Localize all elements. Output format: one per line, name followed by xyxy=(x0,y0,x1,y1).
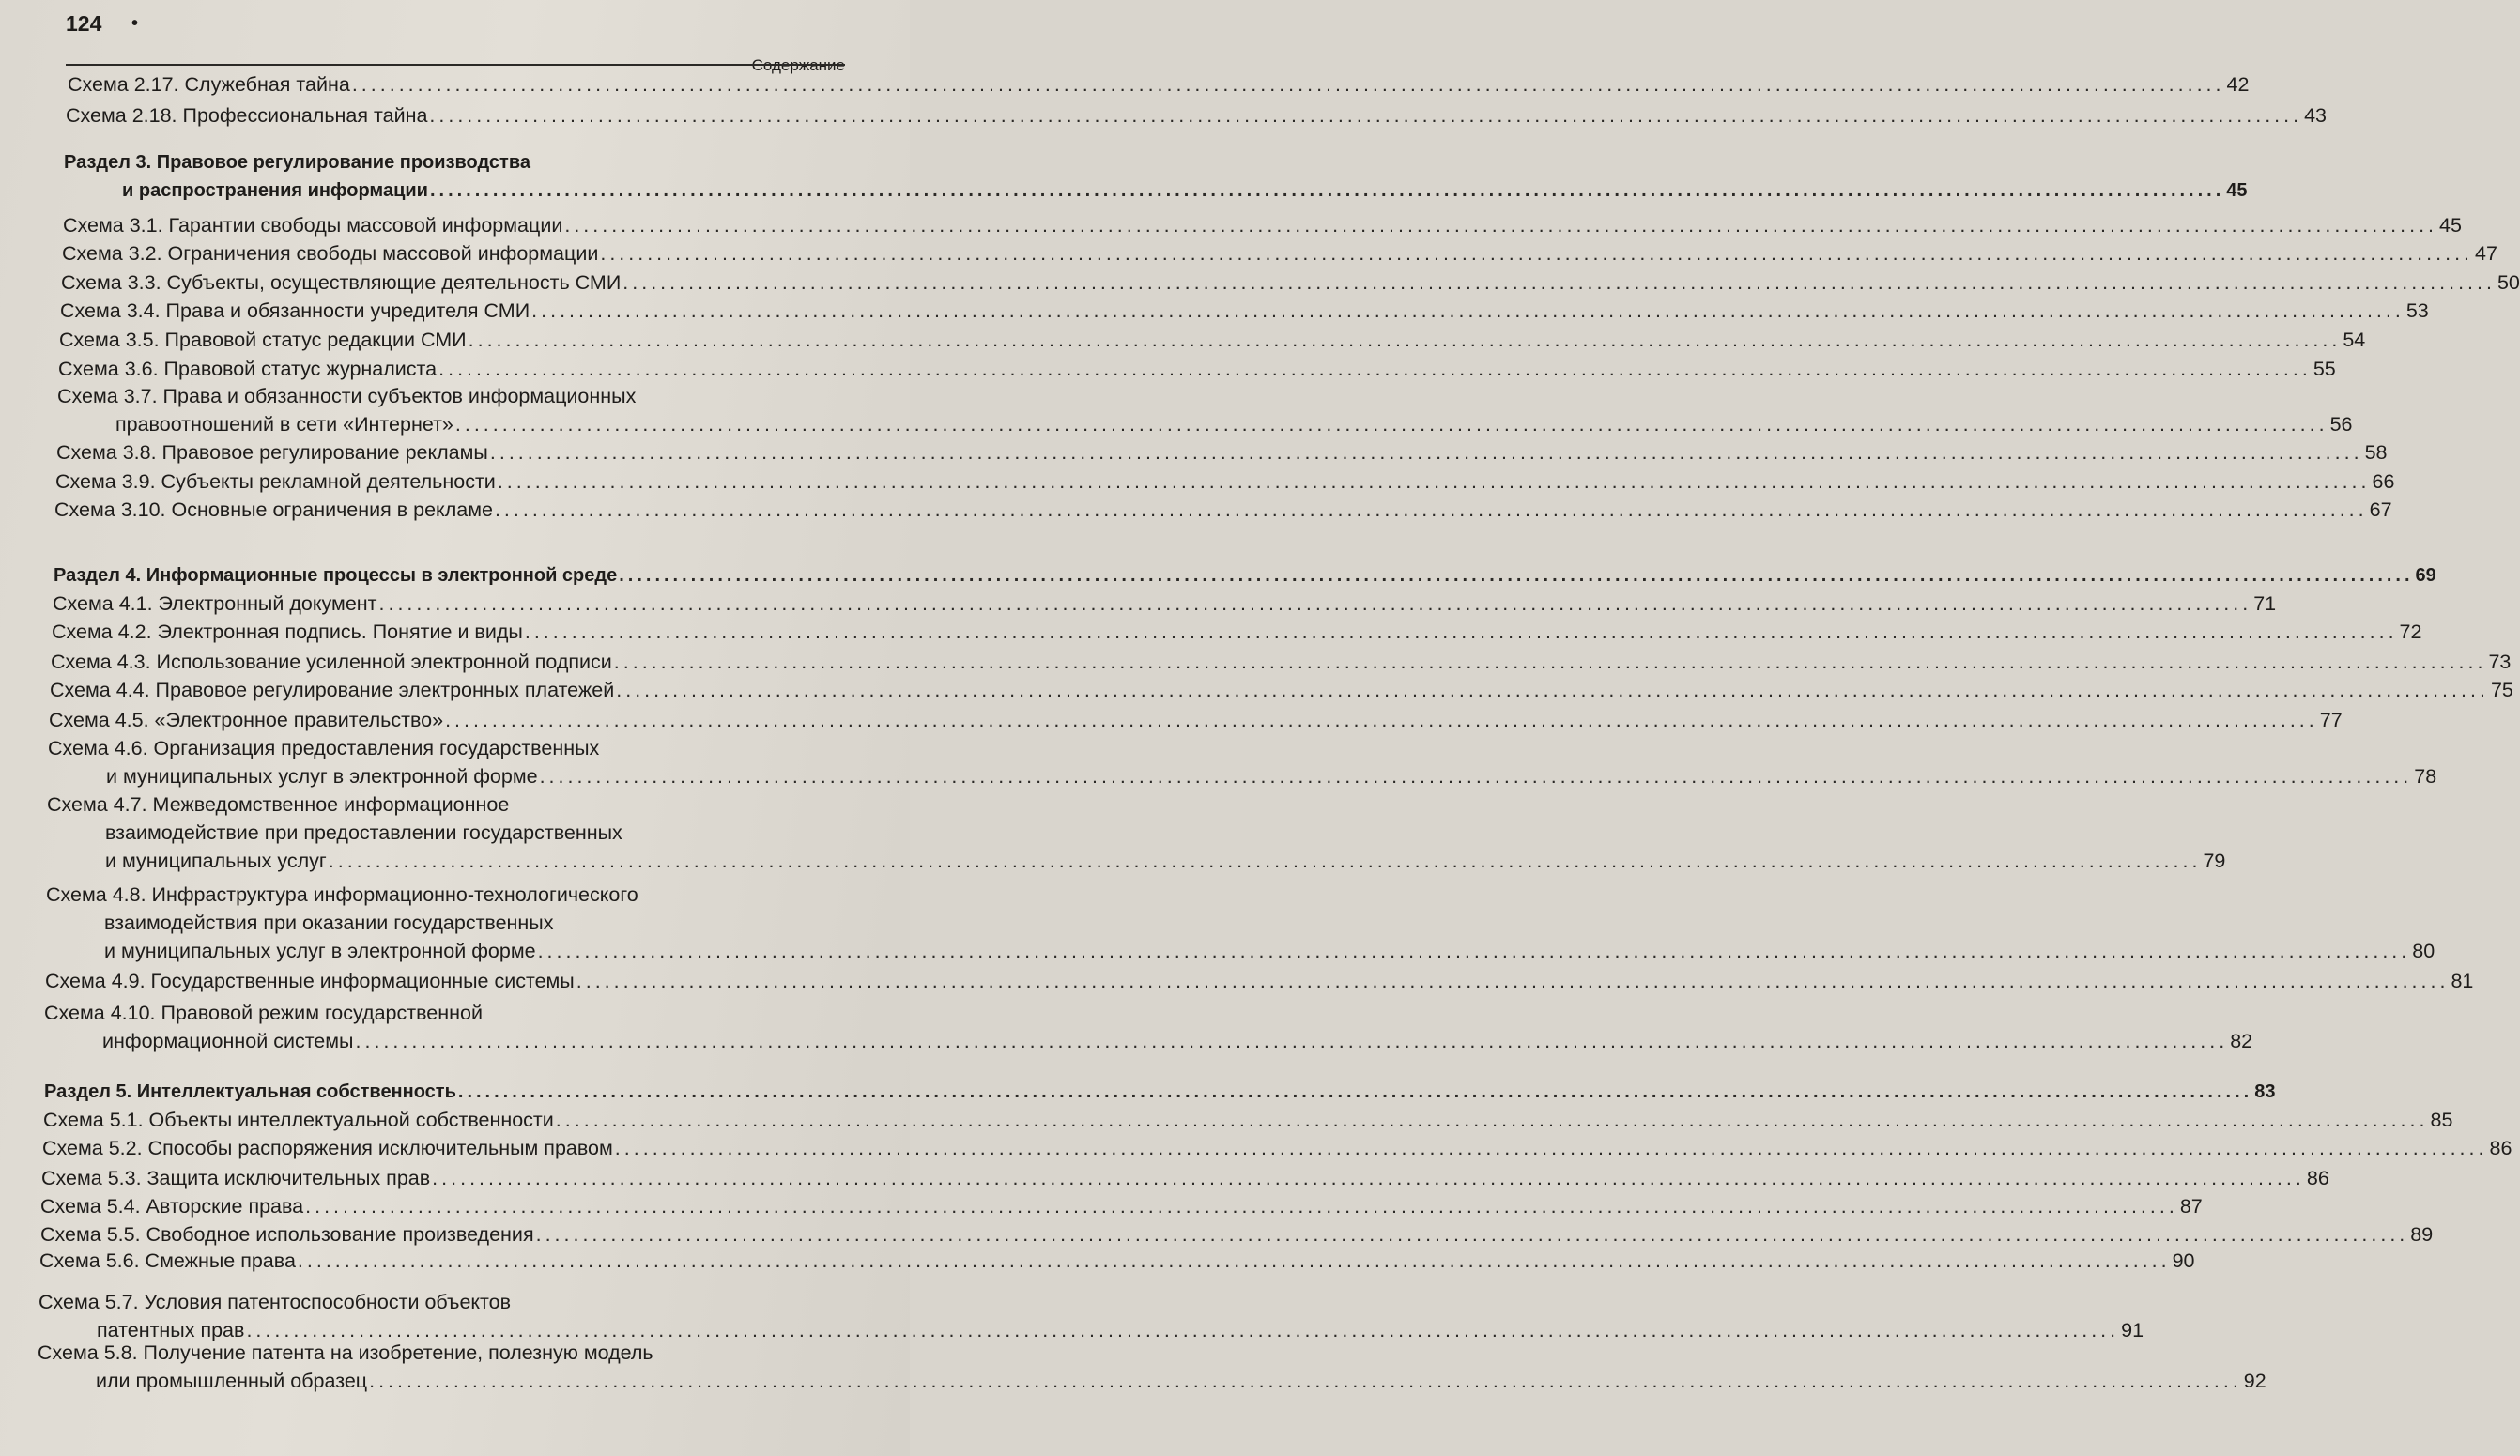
dot-leader: ........................................................................................................................................................................................................ xyxy=(524,621,2398,643)
toc-entry-title-line: Схема 4.9. Государственные информационные системы xyxy=(45,970,575,992)
toc-entry-last-line xyxy=(44,1078,2276,1106)
toc-entry-last-line xyxy=(47,847,2226,875)
toc-entry-last-line xyxy=(60,297,2429,325)
toc-entry xyxy=(55,467,2395,496)
toc-page-number: 86 xyxy=(2489,1137,2512,1159)
toc-page-number: 89 xyxy=(2410,1223,2434,1246)
toc-entry xyxy=(46,881,2435,965)
toc-entry-last-line xyxy=(41,1164,2329,1192)
toc-entry-title-line: патентных прав xyxy=(97,1319,245,1341)
toc-page-number: 42 xyxy=(2226,73,2250,96)
toc-entry xyxy=(51,648,2512,676)
dot-leader: ........................................................................................................................................................................................................ xyxy=(355,1030,2229,1052)
toc-entry-last-line xyxy=(52,618,2422,646)
toc-entry-last-line xyxy=(68,70,2250,99)
dot-leader: ........................................................................................................................................................................................................ xyxy=(622,271,2496,294)
dot-leader: ........................................................................................................................................................................................................ xyxy=(378,592,2252,615)
toc-entry-title-line: и муниципальных услуг в электронной форме xyxy=(106,765,538,788)
toc-entry-last-line xyxy=(51,648,2512,676)
toc-section-heading xyxy=(44,1078,2276,1106)
toc-entry xyxy=(68,70,2250,99)
toc-page-number: 55 xyxy=(2313,358,2336,380)
toc-entry-last-line xyxy=(40,1192,2203,1220)
toc-entry-title-line: взаимодействия при оказании государственных xyxy=(104,912,554,934)
toc-page-number: 81 xyxy=(2451,970,2474,992)
toc-entry-title-line: Схема 4.8. Инфраструктура информационно-технологического xyxy=(46,883,638,906)
page-header xyxy=(66,11,883,77)
toc-entry-title-line: Схема 3.6. Правовой статус журналиста xyxy=(58,358,438,380)
toc-page-number: 80 xyxy=(2412,940,2435,962)
toc-entry-last-line xyxy=(43,1106,2453,1134)
toc-entry-last-line xyxy=(49,706,2343,734)
dot-leader: ........................................................................................................................................................................................................ xyxy=(468,329,2342,351)
toc-entry-title-line: правоотношений в сети «Интернет» xyxy=(115,413,453,436)
toc-page-number: 71 xyxy=(2253,592,2277,615)
toc-entry-title-line: Схема 4.1. Электронный документ xyxy=(53,592,377,615)
toc-entry xyxy=(44,999,2253,1055)
toc-entry xyxy=(61,268,2520,297)
dot-leader: ........................................................................................................................................................................................................ xyxy=(535,1223,2409,1246)
toc-page-number: 73 xyxy=(2488,651,2512,673)
toc-page-number: 69 xyxy=(2415,565,2436,586)
toc-entry-last-line xyxy=(40,1220,2434,1249)
toc-entry-last-line xyxy=(54,561,2436,590)
toc-entry-last-line xyxy=(44,1027,2253,1055)
toc-page-number: 56 xyxy=(2329,413,2353,436)
toc-page-number: 83 xyxy=(2254,1081,2276,1102)
toc-entry-title-line: и муниципальных услуг в электронной форме xyxy=(104,940,536,962)
dot-leader: ........................................................................................................................................................................................................ xyxy=(438,358,2312,380)
toc-entry xyxy=(40,1192,2203,1220)
toc-page-number: 53 xyxy=(2405,299,2429,322)
dot-leader: ........................................................................................................................................................................................................ xyxy=(445,709,2318,731)
toc-page-number: 92 xyxy=(2243,1370,2266,1392)
toc-entry-last-line xyxy=(64,176,2248,205)
dot-leader: ........................................................................................................................................................................................................ xyxy=(494,498,2368,521)
toc-entry-last-line xyxy=(46,937,2435,965)
toc-entry-title-line: Схема 3.5. Правовой статус редакции СМИ xyxy=(59,329,467,351)
dot-leader: ........................................................................................................................................................................................................ xyxy=(305,1195,2178,1218)
dot-leader: ........................................................................................................................................................................................................ xyxy=(246,1319,2120,1341)
dot-leader: ........................................................................................................................................................................................................ xyxy=(619,565,2414,586)
dot-leader: ........................................................................................................................................................................................................ xyxy=(616,679,2489,701)
toc-entry xyxy=(54,496,2392,524)
toc-entry xyxy=(48,734,2437,790)
toc-entry xyxy=(38,1288,2144,1344)
toc-page-number: 78 xyxy=(2414,765,2437,788)
toc-entry xyxy=(52,618,2422,646)
toc-entry-last-line xyxy=(63,211,2462,239)
toc-page-number: 85 xyxy=(2430,1109,2453,1131)
dot-leader: ........................................................................................................................................................................................................ xyxy=(539,765,2413,788)
toc-page-number: 58 xyxy=(2364,441,2388,464)
toc-entry-title-line: информационной системы xyxy=(102,1030,354,1052)
toc-entry-title-line: и распространения информации xyxy=(122,180,428,201)
toc-entry xyxy=(45,967,2474,995)
toc-entry xyxy=(63,211,2462,239)
dot-leader: ........................................................................................................................................................................................................ xyxy=(613,651,2487,673)
toc-entry-title-line: Схема 5.3. Защита исключительных прав xyxy=(41,1167,431,1189)
dot-leader: ........................................................................................................................................................................................................ xyxy=(297,1249,2171,1272)
toc-entry-title-line: Схема 3.7. Права и обязанности субъектов информационных xyxy=(57,385,637,407)
toc-entry-last-line xyxy=(58,355,2336,383)
dot-leader: ........................................................................................................................................................................................................ xyxy=(497,470,2371,493)
toc-entry xyxy=(62,239,2497,268)
dot-leader: ........................................................................................................................................................................................................ xyxy=(328,850,2202,872)
toc-entry-last-line xyxy=(50,676,2513,704)
toc-page-number: 43 xyxy=(2304,104,2328,127)
running-title: Содержание xyxy=(751,56,845,74)
toc-page-number: 66 xyxy=(2372,470,2395,493)
toc-entry xyxy=(42,1134,2512,1162)
toc-section-heading xyxy=(64,148,2248,205)
toc-entry xyxy=(53,590,2277,618)
toc-entry-title-line: Схема 5.4. Авторские права xyxy=(40,1195,304,1218)
toc-entry xyxy=(43,1106,2453,1134)
dot-leader: ........................................................................................................................................................................................................ xyxy=(555,1109,2429,1131)
dot-leader: ........................................................................................................................................................................................................ xyxy=(429,104,2303,127)
toc-entry-last-line xyxy=(61,268,2520,297)
toc-entry xyxy=(39,1247,2195,1275)
dot-leader: ........................................................................................................................................................................................................ xyxy=(351,73,2225,96)
toc-entry-title-line: Схема 5.8. Получение патента на изобретение, полезную модель xyxy=(38,1341,653,1364)
toc-entry xyxy=(50,676,2513,704)
toc-page-number: 45 xyxy=(2439,214,2462,237)
toc-page-number: 75 xyxy=(2490,679,2513,701)
toc-entry-last-line xyxy=(54,496,2392,524)
toc-entry-last-line xyxy=(55,467,2395,496)
toc-page-number: 77 xyxy=(2319,709,2343,731)
toc-page-number: 82 xyxy=(2230,1030,2253,1052)
toc-entry-title-line: Схема 4.4. Правовое регулирование электронных платежей xyxy=(50,679,615,701)
toc-entry xyxy=(41,1164,2329,1192)
toc-entry xyxy=(66,101,2328,130)
toc-entry xyxy=(56,438,2388,467)
toc-page-number: 45 xyxy=(2226,180,2248,201)
toc-entry-title-line: Схема 5.1. Объекты интеллектуальной собственности xyxy=(43,1109,554,1131)
dot-leader: ........................................................................................................................................................................................................ xyxy=(600,242,2474,265)
dot-leader: ........................................................................................................................................................................................................ xyxy=(614,1137,2488,1159)
toc-entry-title-line: Схема 4.6. Организация предоставления государственных xyxy=(48,737,600,759)
toc-entry-last-line xyxy=(45,967,2474,995)
toc-entry xyxy=(40,1220,2434,1249)
toc-entry-last-line xyxy=(39,1247,2195,1275)
toc-entry-title-line: Схема 5.2. Способы распоряжения исключительным правом xyxy=(42,1137,613,1159)
toc-entry xyxy=(49,706,2343,734)
toc-entry-title-line: Схема 4.2. Электронная подпись. Понятие и виды xyxy=(52,621,523,643)
toc-page-number: 90 xyxy=(2172,1249,2195,1272)
toc-entry-last-line xyxy=(48,762,2437,790)
toc-entry-last-line xyxy=(38,1367,2266,1395)
toc-page-number: 72 xyxy=(2399,621,2422,643)
toc-entry xyxy=(60,297,2429,325)
toc-entry-last-line xyxy=(66,101,2328,130)
toc-page-number: 91 xyxy=(2121,1319,2144,1341)
toc-entry-last-line xyxy=(53,590,2277,618)
toc-entry-title-line: Схема 3.4. Права и обязанности учредителя СМИ xyxy=(60,299,530,322)
dot-leader: ........................................................................................................................................................................................................ xyxy=(531,299,2405,322)
toc-entry-title-line: Схема 4.3. Использование усиленной электронной подписи xyxy=(51,651,612,673)
dot-leader: ........................................................................................................................................................................................................ xyxy=(369,1370,2242,1392)
toc-page-number: 54 xyxy=(2343,329,2366,351)
toc-page-number: 47 xyxy=(2475,242,2497,265)
toc-entry-title-line: Схема 3.2. Ограничения свободы массовой информации xyxy=(62,242,599,265)
toc-entry xyxy=(57,382,2353,438)
toc-page-number: 50 xyxy=(2497,271,2520,294)
toc-entry-title-line: или промышленный образец xyxy=(96,1370,368,1392)
dot-leader: ........................................................................................................................................................................................................ xyxy=(454,413,2328,436)
toc-entry-title-line: Схема 5.6. Смежные права xyxy=(39,1249,296,1272)
toc-entry-title-line: Схема 3.8. Правовое регулирование рекламы xyxy=(56,441,488,464)
toc-entry-title-line: Схема 4.7. Межведомственное информационное xyxy=(47,793,510,816)
toc-entry-title-line: Схема 5.7. Условия патентоспособности объектов xyxy=(38,1291,512,1313)
toc-entry-title-line: Схема 3.3. Субъекты, осуществляющие деятельность СМИ xyxy=(61,271,622,294)
toc-entry-title-line: Схема 3.10. Основные ограничения в рекламе xyxy=(54,498,493,521)
toc-entry xyxy=(59,326,2366,354)
toc-entry-title-line: Схема 2.17. Служебная тайна xyxy=(68,73,350,96)
toc-entry-last-line xyxy=(42,1134,2512,1162)
toc-entry-last-line xyxy=(59,326,2366,354)
header-rule xyxy=(66,64,845,66)
toc-entry-last-line xyxy=(62,239,2497,268)
toc-entry-title-line: Схема 3.1. Гарантии свободы массовой информации xyxy=(63,214,563,237)
toc-page-number: 67 xyxy=(2369,498,2392,521)
toc-entry-title-line: Раздел 4. Информационные процессы в электронной среде xyxy=(54,565,618,586)
toc-entry-title-line: Раздел 5. Интеллектуальная собственность xyxy=(44,1081,456,1102)
dot-leader: ........................................................................................................................................................................................................ xyxy=(576,970,2450,992)
toc-section-heading xyxy=(54,561,2436,590)
toc-entry-last-line xyxy=(57,410,2353,438)
toc-page-number: 86 xyxy=(2306,1167,2329,1189)
toc-page-number: 79 xyxy=(2203,850,2226,872)
toc-entry-title-line: Схема 2.18. Профессиональная тайна xyxy=(66,104,428,127)
dot-leader: ........................................................................................................................................................................................................ xyxy=(429,180,2225,201)
toc-entry xyxy=(47,790,2226,875)
toc-entry-title-line: и муниципальных услуг xyxy=(105,850,327,872)
toc-entry-title-line: Схема 4.10. Правовой режим государственной xyxy=(44,1002,483,1024)
toc-entry-title-line: Раздел 3. Правовое регулирование производства xyxy=(64,152,531,173)
toc-page-number: 87 xyxy=(2179,1195,2203,1218)
toc-entry xyxy=(38,1339,2266,1395)
toc-entry-last-line xyxy=(56,438,2388,467)
toc-entry-title-line: взаимодействие при предоставлении государственных xyxy=(105,821,622,844)
toc-entry-title-line: Схема 4.5. «Электронное правительство» xyxy=(49,709,444,731)
toc-entry xyxy=(58,355,2336,383)
page-number: 124 xyxy=(66,11,102,36)
dot-leader: ........................................................................................................................................................................................................ xyxy=(564,214,2438,237)
dot-leader: ........................................................................................................................................................................................................ xyxy=(537,940,2411,962)
toc-entry-title-line: Схема 5.5. Свободное использование произведения xyxy=(40,1223,534,1246)
dot-leader: ........................................................................................................................................................................................................ xyxy=(457,1081,2253,1102)
toc-entry-title-line: Схема 3.9. Субъекты рекламной деятельности xyxy=(55,470,496,493)
dot-leader: ........................................................................................................................................................................................................ xyxy=(432,1167,2305,1189)
bullet-mark: • xyxy=(131,13,139,34)
dot-leader: ........................................................................................................................................................................................................ xyxy=(489,441,2363,464)
